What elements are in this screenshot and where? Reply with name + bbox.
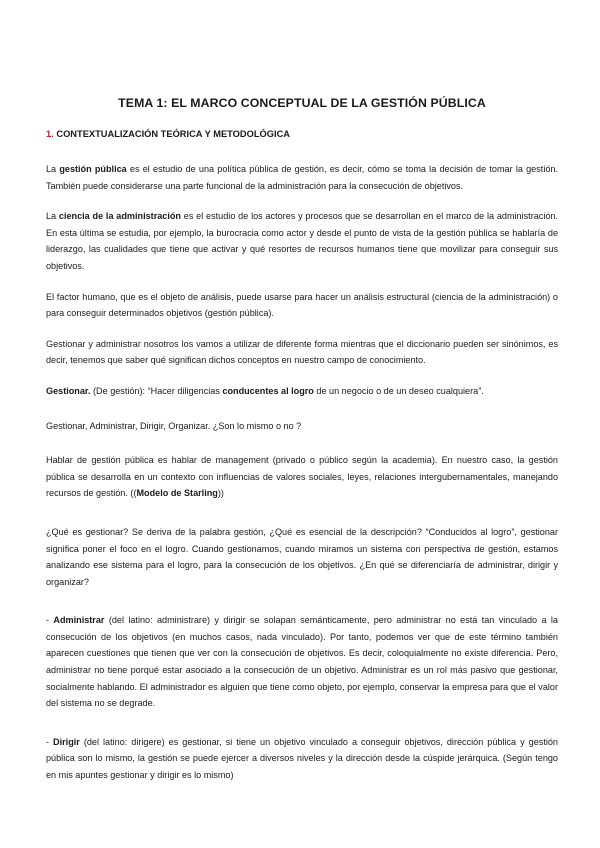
term-ciencia-administracion: ciencia de la administración [58,211,181,222]
text-run: de un negocio o de un deseo cualquiera”. [313,385,484,396]
paragraph-question: Gestionar, Administrar, Dirigir, Organizar. ¿Son lo mismo o no ? [46,420,302,431]
paragraph-gestion-publica [46,161,558,194]
text-run: (del latino: dirigere) es gestionar, si tiene un objetivo vinculado a conseguir objetivos, dirección pública y gestión pública son lo mismo, la gestión se puede ejercer a diversos niveles y la dirección desde la cúspide jerárquica. (Según tengo en mis apuntes gestionar y dirigir es lo mismo) [46,736,558,781]
text-run: (De gestión): “Hacer diligencias [90,385,223,396]
text-run: La [46,211,59,222]
text-run: Hablar de gestión pública es hablar de management (privado o público según la academia). En nuestro caso, la gestión pública se desarrolla en un contexto con influencias de valores sociales, leyes, relaciones intergubernamentales, manejando recursos de gestión. (( [46,455,558,499]
term-modelo-starling: Modelo de Starling [136,488,218,499]
section-number: 1. [46,129,54,139]
term-gestionar: Gestionar. [46,385,91,396]
term-gestion-publica: gestión pública [59,164,127,174]
term-conducentes-logro: conducentes al logro [222,385,314,396]
text-run: es el estudio de una política pública de gestión, es decir, cómo se toma la decisión de tomar la gestión. También puede considerarse una parte funcional de la administración para la consecución de objetivos. [46,164,558,191]
paragraph-definicion-gestionar [46,383,558,400]
text-run: - [46,736,54,747]
paragraph-ciencia-administracion [46,208,558,274]
paragraph-administrar [46,612,558,712]
text-run: )) [217,488,224,499]
text-run: es el estudio de los actores y procesos que se desarrollan en el marco de la administración. En esta última se estudia, por ejemplo, la burocracia como actor y desde el punto de vista de la gestión pública se hablaría de liderazgo, las cualidades que tiene que activar y qué resortes de recursos humanos tiene que movilizar para conseguir sus objetivos. [46,211,558,271]
paragraph-que-es-gestionar: ¿Qué es gestionar? Se deriva de la palabra gestión, ¿Qué es esencial de la descripción? “Conducidos al logro”, gestionar significa poner el foco en el logro. Cuando gestionamos, cuando miramos un sistema con perspectiva de gestión, estamos analizando ese sistema para el logro, para la consecución de los objetivos. ¿En qué se diferenciaría de administrar, dirigir y organizar? [46,526,558,587]
text-run: (del latino: administrare) y dirigir se solapan semánticamente, pero administrar no está tan vinculado a la consecución de los objetivos (en muchos casos, nada vinculado). Por tanto, podemos ver que de este término también aparecen cuestiones que tienen que ver con la consecución de objetivos. Es decir, coloquialmente no existe diferencia. Pero, administrar no tiene porqué estar asociado a la consecución de un objetivo. Administrar es un rol más pasivo que gestionar, socialmente hablando. El administrador es alguien que tiene como objeto, por ejemplo, conservar la empresa para que el valor del sistema no se degrade. [46,615,558,709]
text-run: - [46,615,54,626]
term-administrar: Administrar [53,615,105,626]
paragraph-dirigir [46,734,558,784]
text-run: La [46,164,60,174]
paragraph-factor-humano: El factor humano, que es el objeto de análisis, puede usarse para hacer un análisis estructural (ciencia de la administración) o para conseguir determinados objetivos (gestión pública). [46,291,558,319]
page-title: TEMA 1: EL MARCO CONCEPTUAL DE LA GESTIÓN PÚBLICA [118,96,486,110]
section-heading-text: CONTEXTUALIZACIÓN TEÓRICA Y METODOLÓGICA [56,129,290,139]
paragraph-management [46,452,558,502]
term-dirigir: Dirigir [53,736,80,747]
section-heading [46,129,558,139]
paragraph-gestionar-administrar: Gestionar y administrar nosotros los vamos a utilizar de diferente forma mientras que el diccionario pueden ser sinónimos, es decir, tenemos que saber qué significan dichos conceptos en nuestro campo de conocimiento. [46,338,558,366]
